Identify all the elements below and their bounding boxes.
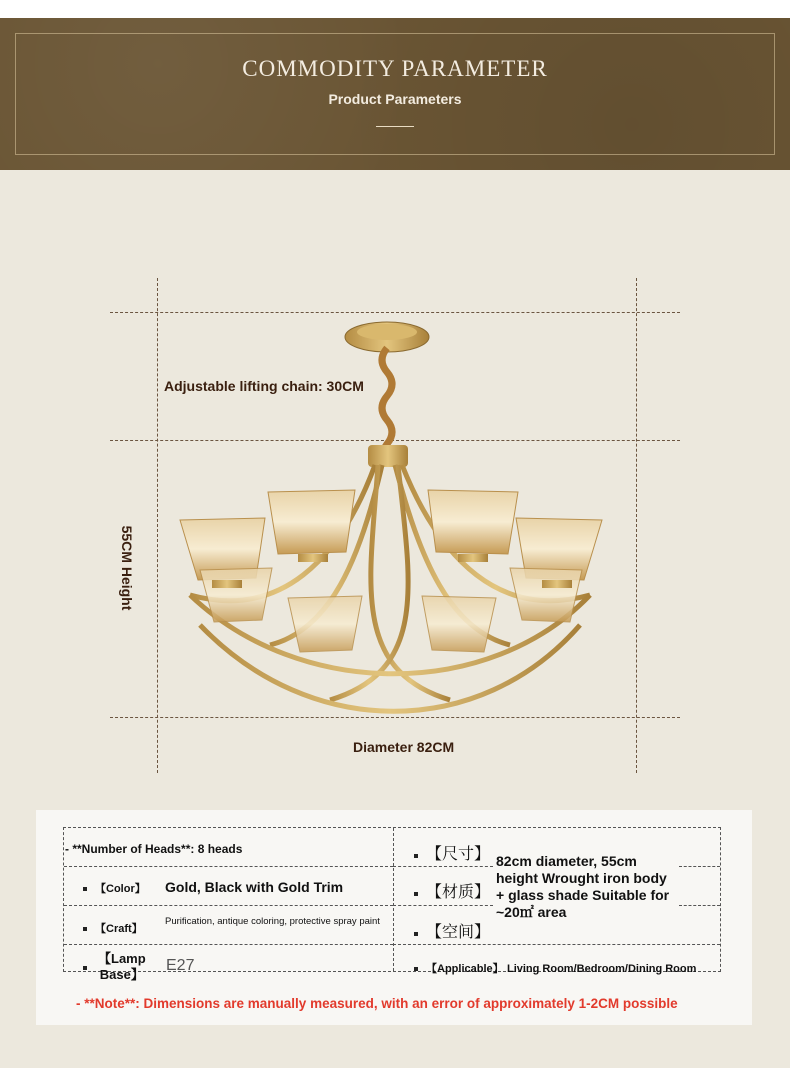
dimension-line-left [157,278,158,773]
param-key-applicable: 【Applicable】 [426,963,504,975]
section-header [0,18,790,170]
param-key-size: 【尺寸】 [426,846,491,863]
param-heads: - **Number of Heads**: 8 heads [65,842,243,856]
table-divider [64,905,393,906]
bullet-icon [414,854,418,858]
dimension-line-right [636,278,637,773]
param-key-craft: 【Craft】 [95,923,143,935]
param-row-material [414,879,490,902]
param-row-craft [83,920,143,936]
chandelier-illustration [160,260,635,730]
table-divider [64,944,393,945]
param-row-color [83,880,146,896]
param-value-color: Gold, Black with Gold Trim [165,879,344,895]
bullet-icon [83,966,87,970]
param-key-base [98,951,146,983]
bullet-icon [83,927,87,931]
bullet-icon [83,887,87,891]
diameter-label: Diameter 82CM [353,739,455,755]
measurement-note: - **Note**: Dimensions are manually measured, with an error of approximately 1-2CM possible [76,996,678,1011]
param-key-material: 【材质】 [426,884,491,901]
bullet-icon [414,932,418,936]
param-key-space: 【空间】 [426,924,491,941]
chain-length-label: Adjustable lifting chain: 30CM [164,378,364,394]
table-divider [679,905,720,906]
height-label: 55CM Height [119,525,135,611]
title-divider [376,126,414,127]
param-value-craft: Purification, antique coloring, protective spray paint [165,916,380,927]
table-divider [679,866,720,867]
param-key-base-line1: 【Lamp [98,951,146,966]
param-row-applicable [414,960,696,976]
table-divider [393,944,720,945]
table-divider [393,866,493,867]
param-row-base [83,960,95,974]
table-divider-vertical [393,828,394,971]
table-divider [393,905,493,906]
param-key-base-line2: Base】 [99,967,144,982]
param-value-base: E27 [166,957,195,974]
param-key-color: 【Color】 [95,883,146,895]
section-title: COMMODITY PARAMETER [242,56,548,81]
table-divider [64,866,393,867]
param-value-details: 82cm diameter, 55cm height Wrought iron body + glass shade Suitable for ~20㎡ area [496,853,670,920]
param-value-applicable: Living Room/Bedroom/Dining Room [506,963,697,975]
param-row-size [414,841,490,864]
section-subtitle: Product Parameters [328,91,462,107]
dimension-diagram [0,260,790,790]
bullet-icon [414,967,418,971]
param-row-space [414,919,490,942]
bullet-icon [414,892,418,896]
top-strip [0,0,790,18]
